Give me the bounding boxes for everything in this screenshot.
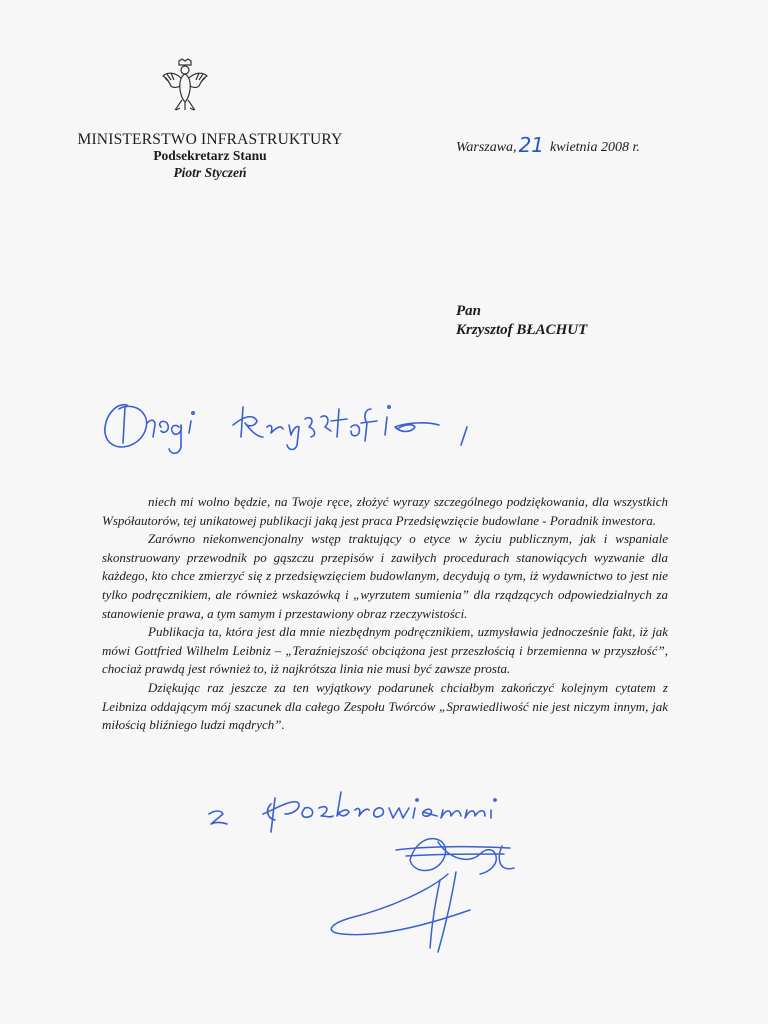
- official-title: Podsekretarz Stanu: [153, 148, 267, 163]
- handwritten-day: 21: [518, 133, 545, 157]
- signature: [320, 820, 530, 955]
- eagle-emblem-icon: [161, 58, 209, 112]
- ministry-name: MINISTERSTWO INFRASTRUKTURY: [77, 131, 343, 148]
- place-date: [456, 132, 640, 156]
- handwritten-greeting: [95, 393, 515, 463]
- letter-body: [102, 493, 668, 735]
- paragraph-1: niech mi wolno będzie, na Twoje ręce, złożyć wyrazy szczególnego podziękowania, dla wszystkich Współautorów, tej unikatowej publikacji jaką jest praca Przedsięwzięcie budowlane - Poradnik inwestora.: [102, 494, 668, 528]
- paragraph-2: Zarówno niekonwencjonalny wstęp traktujący o etyce w życiu publicznym, jak i wspaniale skonstruowany przewodnik po gąszczu przepisów i zawiłych procedurach stanowiących wyzwanie dla każdego, kto chce zmierzyć się z przedsięwzięciem budowlanym, decydują o tym, iż wydawnictwo to jest nie tylko podręcznikiem, ale również wskazówką i „wyrzutem sumienia” dla rządzących odpowiedzialnych za stanowienie prawa, a tym samym i przestawiony obraz rzeczywistości.: [102, 531, 668, 621]
- place: Warszawa,: [456, 140, 517, 155]
- paragraph-3: Publikacja ta, która jest dla mnie niezbędnym podręcznikiem, uzmysławia jednocześnie fakt, iż jak mówi Gottfried Wilhelm Leibniz – „Teraźniejszość obciążona jest przeszłością i brzemienna w przyszłość”, chociaż prawdą jest również to, iż najkrótsza linia nie musi być zawsze prosta.: [102, 624, 668, 677]
- date-rest: kwietnia 2008 r.: [550, 140, 640, 155]
- recipient-name: Krzysztof BŁACHUT: [456, 322, 588, 338]
- recipient-block: [456, 302, 587, 340]
- paragraph-4: Dziękując raz jeszcze za ten wyjątkowy podarunek chciałbym zakończyć kolejnym cytatem z Leibniza oddającym mój szacunek dla całego Zespołu Twórców „Sprawiedliwość nie jest niczym innym, jak miłością bliźniego ludzi mądrych”.: [102, 679, 668, 733]
- sender-name: Piotr Styczeń: [173, 165, 247, 180]
- recipient-salutation: Pan: [456, 303, 482, 319]
